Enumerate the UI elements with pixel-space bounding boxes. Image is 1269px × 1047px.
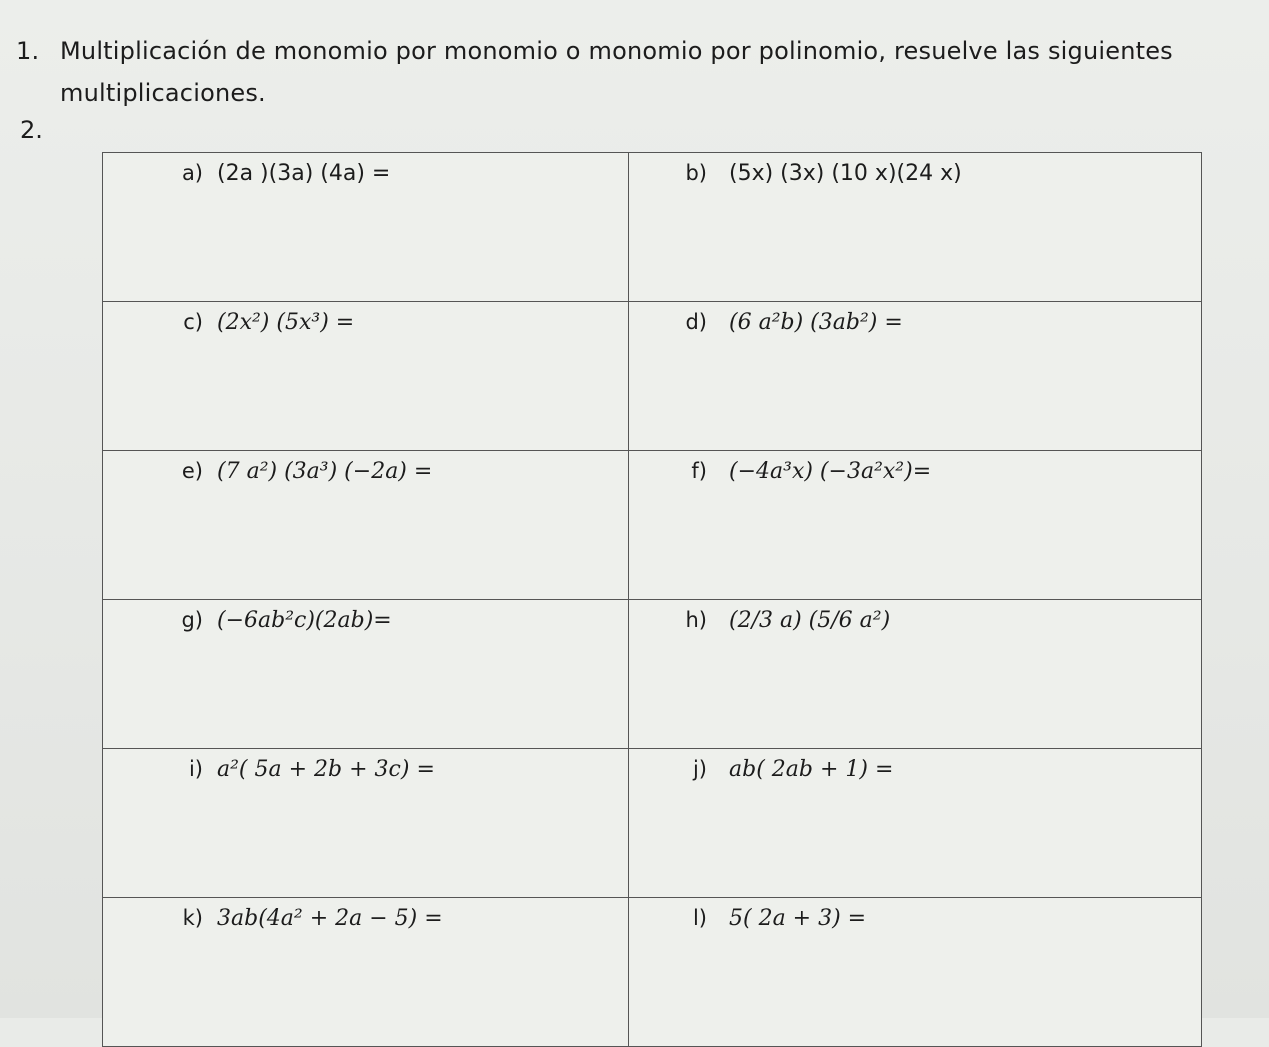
instruction-text: Multiplicación de monomio por monomio o monomio por polinomio, resuelve las siguientes: [60, 37, 1173, 65]
exercise-expression: ab( 2ab + 1) =: [729, 757, 894, 782]
exercise-label: f): [691, 459, 707, 483]
instruction-line-1: [16, 30, 1246, 72]
exercise-label: c): [183, 310, 203, 334]
table-row: [103, 898, 1202, 1047]
table-row: [103, 451, 1202, 600]
table-row: [103, 600, 1202, 749]
exercise-cell-i: [103, 749, 629, 898]
exercise-label: d): [685, 310, 707, 334]
exercise-label: k): [182, 906, 203, 930]
exercise-cell-e: [103, 451, 629, 600]
table-row: [103, 153, 1202, 302]
exercise-label: l): [692, 906, 707, 930]
exercise-cell-k: [103, 898, 629, 1047]
exercise-cell-l: [629, 898, 1202, 1047]
exercise-label: g): [181, 608, 203, 632]
exercise-label: e): [181, 459, 203, 483]
exercise-label: j): [692, 757, 707, 781]
exercise-expression: (5x) (3x) (10 x)(24 x): [729, 161, 962, 186]
exercise-cell-d: [629, 302, 1202, 451]
exercise-cell-b: [629, 153, 1202, 302]
exercise-cell-f: [629, 451, 1202, 600]
instructions: [16, 30, 1246, 114]
instruction-line-2: multiplicaciones.: [60, 79, 266, 107]
exercise-expression: 3ab(4a² + 2a − 5) =: [217, 906, 443, 931]
exercise-expression: (6 a²b) (3ab²) =: [729, 310, 903, 335]
exercise-expression: (−6ab²c)(2ab)=: [217, 608, 392, 633]
exercise-expression: (2/3 a) (5/6 a²): [729, 608, 891, 633]
exercise-expression: (−4a³x) (−3a²x²)=: [729, 459, 932, 484]
table-row: [103, 302, 1202, 451]
exercise-cell-j: [629, 749, 1202, 898]
exercise-cell-g: [103, 600, 629, 749]
exercise-label: a): [181, 161, 203, 185]
exercise-expression: 5( 2a + 3) =: [729, 906, 867, 931]
exercise-expression: (7 a²) (3a³) (−2a) =: [217, 459, 433, 484]
item-number: 1.: [16, 37, 40, 65]
table-row: [103, 749, 1202, 898]
exercise-expression: (2a )(3a) (4a) =: [217, 161, 391, 186]
exercise-expression: a²( 5a + 2b + 3c) =: [217, 757, 435, 782]
exercise-expression: (2x²) (5x³) =: [217, 310, 355, 335]
exercise-cell-a: [103, 153, 629, 302]
exercise-label: i): [188, 757, 203, 781]
second-item-number: 2.: [20, 116, 43, 144]
exercise-label: h): [685, 608, 707, 632]
exercise-table: [102, 152, 1202, 1047]
exercise-cell-h: [629, 600, 1202, 749]
exercise-label: b): [685, 161, 707, 185]
exercise-cell-c: [103, 302, 629, 451]
